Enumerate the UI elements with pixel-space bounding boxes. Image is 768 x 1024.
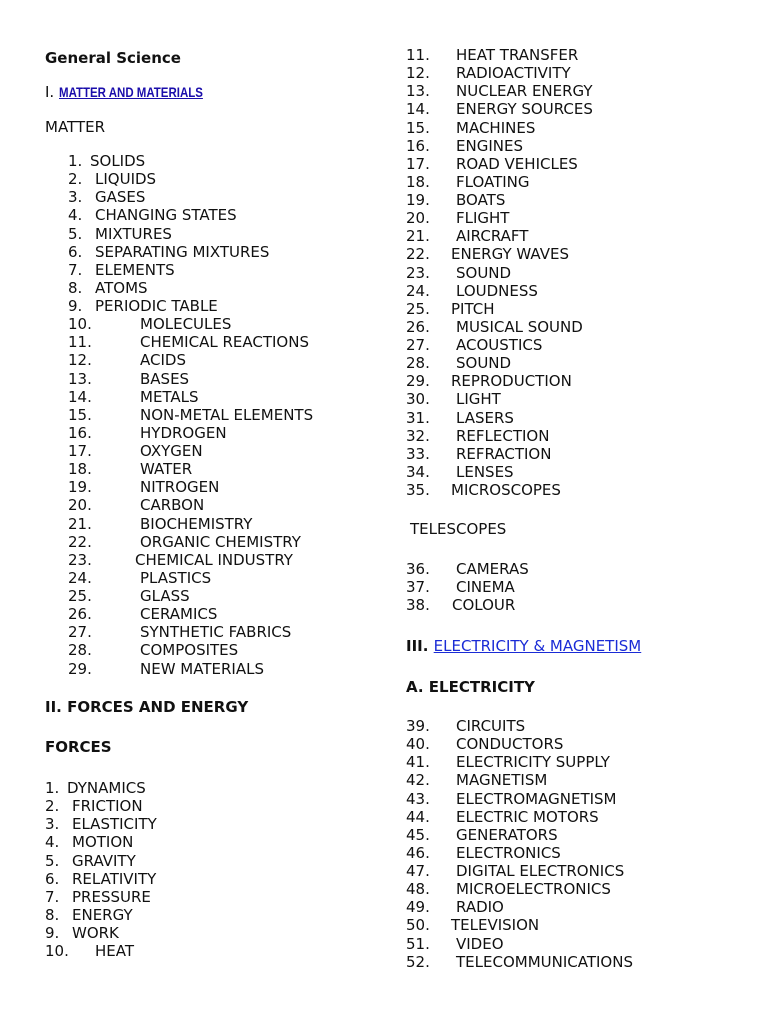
list-item-label: MAGNETISM <box>456 771 548 790</box>
list-item-label: CIRCUITS <box>456 717 526 735</box>
list-item-number: 36. <box>406 560 430 578</box>
list-item <box>68 351 388 369</box>
list-item-number: 22. <box>406 245 430 264</box>
list-item <box>68 243 388 261</box>
list-item-label: CHEMICAL INDUSTRY <box>135 550 293 569</box>
electricity-magnetism-link[interactable]: ELECTRICITY & MAGNETISM <box>433 637 642 655</box>
list-item-label: LIGHT <box>456 390 501 409</box>
section-2-heading: II. FORCES AND ENERGY <box>45 698 249 716</box>
list-item <box>68 605 388 623</box>
list-item-number: 19. <box>68 478 92 497</box>
list-item-label: ENERGY <box>72 905 133 924</box>
list-item-number: 4. <box>45 833 60 852</box>
list-item-number: 5. <box>68 224 83 243</box>
list-item-number: 23. <box>68 550 92 569</box>
list-item <box>68 660 388 678</box>
list-item-number: 6. <box>45 869 60 888</box>
list-item-number: 7. <box>45 887 60 906</box>
list-item <box>68 333 388 351</box>
list-item <box>68 370 388 388</box>
list-item-number: 9. <box>45 924 60 942</box>
list-item <box>406 596 746 614</box>
list-item-label: TELECOMMUNICATIONS <box>456 952 633 971</box>
list-item-number: 14. <box>68 387 92 406</box>
list-item-label: HYDROGEN <box>140 423 227 442</box>
list-item-label: ATOMS <box>95 278 148 297</box>
list-item <box>406 191 746 209</box>
list-item-label: FLIGHT <box>456 209 510 228</box>
list-item-label: ENGINES <box>456 136 523 155</box>
list-item <box>406 880 746 898</box>
list-item-label: MICROSCOPES <box>451 481 561 499</box>
list-item-number: 38. <box>406 596 430 615</box>
list-item <box>68 170 388 188</box>
list-item <box>45 815 345 833</box>
list-item-label: SYNTHETIC FABRICS <box>140 623 292 642</box>
list-item-label: GASES <box>95 188 146 207</box>
list-item-label: RADIO <box>456 898 504 917</box>
list-item <box>45 906 345 924</box>
list-item-label: FRICTION <box>72 797 143 816</box>
list-item <box>406 318 746 336</box>
list-item-number: 41. <box>406 753 430 772</box>
list-item-number: 52. <box>406 952 430 971</box>
list-item-number: 40. <box>406 735 430 754</box>
list-item <box>406 826 746 844</box>
list-item-number: 16. <box>406 136 430 155</box>
list-item-label: GLASS <box>140 587 190 605</box>
list-item-number: 11. <box>68 333 92 352</box>
list-item-number: 20. <box>406 209 430 228</box>
list-item-label: BOATS <box>456 191 506 209</box>
list-item-number: 21. <box>406 227 430 246</box>
list-item-label: METALS <box>140 387 199 406</box>
list-item-number: 1. <box>68 152 83 170</box>
list-item-label: MUSICAL SOUND <box>456 317 583 336</box>
matter-heading: MATTER <box>45 118 105 136</box>
list-item-label: PRESSURE <box>72 887 151 906</box>
list-item-label: LASERS <box>456 408 514 427</box>
list-item-number: 19. <box>406 191 430 209</box>
list-item-label: GENERATORS <box>456 825 558 844</box>
list-item-number: 42. <box>406 771 430 790</box>
list-item <box>406 354 746 372</box>
list-item-label: REFRACTION <box>456 444 552 463</box>
list-item-number: 1. <box>45 779 60 797</box>
list-item-label: BASES <box>140 369 190 388</box>
list-item-number: 4. <box>68 206 83 225</box>
list-item <box>406 282 746 300</box>
list-item-label: ACOUSTICS <box>456 336 543 354</box>
list-item <box>406 137 746 155</box>
list-item-number: 9. <box>68 297 83 315</box>
list-item-label: LOUDNESS <box>456 281 538 300</box>
list-item-number: 3. <box>45 815 60 834</box>
list-item-number: 34. <box>406 462 430 481</box>
list-item <box>68 206 388 224</box>
list-item-number: 31. <box>406 408 430 427</box>
list-item <box>406 916 746 934</box>
list-item-number: 45. <box>406 825 430 844</box>
list-item-label: CHANGING STATES <box>95 206 237 225</box>
list-item-number: 28. <box>406 354 430 373</box>
list-item-label: MOLECULES <box>140 315 232 334</box>
list-item <box>406 390 746 408</box>
list-item <box>406 264 746 282</box>
list-item-number: 3. <box>68 188 83 207</box>
list-item-label: AIRCRAFT <box>456 227 529 246</box>
list-item-label: HEAT TRANSFER <box>456 46 579 64</box>
list-item-number: 12. <box>406 64 430 83</box>
list-item-label: WATER <box>140 460 193 479</box>
list-item-label: ORGANIC CHEMISTRY <box>140 532 301 551</box>
section-3-prefix: III. <box>406 637 434 655</box>
list-item-label: SEPARATING MIXTURES <box>95 242 270 261</box>
list-item <box>406 209 746 227</box>
list-item <box>68 623 388 641</box>
list-item-label: CERAMICS <box>140 605 218 624</box>
list-item-label: PERIODIC TABLE <box>95 297 218 315</box>
list-item <box>68 551 388 569</box>
list-item-label: NUCLEAR ENERGY <box>456 82 593 101</box>
list-item-number: 24. <box>406 281 430 300</box>
list-item-label: CONDUCTORS <box>456 735 564 754</box>
section-1-heading <box>45 83 234 101</box>
list-item <box>68 297 388 315</box>
list-item <box>406 336 746 354</box>
list-item <box>406 100 746 118</box>
list-item-number: 26. <box>68 605 92 624</box>
list-item-number: 30. <box>406 390 430 409</box>
list-item <box>68 569 388 587</box>
list-item <box>406 409 746 427</box>
list-item <box>68 261 388 279</box>
list-item-number: 2. <box>45 797 60 816</box>
list-item <box>68 279 388 297</box>
list-item <box>68 225 388 243</box>
list-item-number: 16. <box>68 423 92 442</box>
list-item-number: 8. <box>45 905 60 924</box>
electricity-heading: A. ELECTRICITY <box>406 678 535 696</box>
list-item-number: 27. <box>406 336 430 354</box>
list-item-number: 50. <box>406 916 430 935</box>
list-item-label: CHEMICAL REACTIONS <box>140 333 309 352</box>
telescopes-item: TELESCOPES <box>410 520 507 538</box>
list-item-label: SOUND <box>456 263 512 282</box>
list-item <box>68 533 388 551</box>
list-item-number: 20. <box>68 496 92 515</box>
list-item-number: 35. <box>406 481 430 499</box>
list-item-label: REFLECTION <box>456 426 550 445</box>
list-item-label: PLASTICS <box>140 568 212 587</box>
list-item-label: REPRODUCTION <box>451 372 572 391</box>
list-item-number: 8. <box>68 278 83 297</box>
list-item-label: CARBON <box>140 496 205 515</box>
list-item <box>45 888 345 906</box>
section-3-heading <box>406 637 641 655</box>
list-item-label: ELASTICITY <box>72 815 157 834</box>
list-item <box>68 406 388 424</box>
list-item-label: ELECTRIC MOTORS <box>456 807 599 826</box>
list-item-number: 18. <box>406 172 430 191</box>
list-item <box>406 481 746 499</box>
list-item-number: 10. <box>68 315 92 334</box>
list-item-label: FLOATING <box>456 172 530 191</box>
list-item <box>406 372 746 390</box>
list-item-number: 26. <box>406 317 430 336</box>
list-item-number: 17. <box>406 154 430 173</box>
list-item-label: LIQUIDS <box>95 170 157 189</box>
list-item-label: SOLIDS <box>90 152 146 170</box>
list-item <box>406 245 746 263</box>
matter-list <box>68 152 388 678</box>
list-item-label: ENERGY WAVES <box>451 245 569 264</box>
list-item-label: ACIDS <box>140 351 186 370</box>
list-item <box>45 852 345 870</box>
list-item-label: WORK <box>72 924 119 942</box>
list-item-number: 29. <box>406 372 430 391</box>
list-item-number: 15. <box>68 405 92 424</box>
list-item-label: NITROGEN <box>140 478 220 497</box>
list-item <box>406 717 746 735</box>
list-item <box>406 735 746 753</box>
list-item <box>68 424 388 442</box>
list-item-label: ELECTRICITY SUPPLY <box>456 753 610 772</box>
list-item-number: 32. <box>406 426 430 445</box>
list-item <box>68 315 388 333</box>
list-item <box>68 388 388 406</box>
list-item-label: DYNAMICS <box>67 779 146 797</box>
list-item-number: 12. <box>68 351 92 370</box>
list-item-number: 14. <box>406 100 430 119</box>
list-item-number: 17. <box>68 442 92 460</box>
topics-list-b <box>406 560 746 614</box>
list-item-number: 47. <box>406 862 430 880</box>
list-item-label: ELEMENTS <box>95 260 175 279</box>
list-item <box>45 797 345 815</box>
list-item-number: 2. <box>68 170 83 189</box>
list-item <box>406 463 746 481</box>
list-item <box>406 82 746 100</box>
list-item-number: 51. <box>406 934 430 953</box>
list-item-label: RELATIVITY <box>72 869 157 888</box>
list-item <box>68 460 388 478</box>
matter-and-materials-link[interactable]: MATTER AND MATERIALS <box>58 84 203 100</box>
list-item-label: MOTION <box>72 833 134 852</box>
list-item-label: COLOUR <box>452 596 516 615</box>
list-item-label: PITCH <box>451 299 495 318</box>
forces-heading: FORCES <box>45 738 112 756</box>
list-item <box>68 478 388 496</box>
list-item <box>406 300 746 318</box>
list-item <box>406 578 746 596</box>
list-item-number: 15. <box>406 118 430 137</box>
list-item-number: 43. <box>406 789 430 808</box>
list-item <box>406 935 746 953</box>
list-item-number: 48. <box>406 880 430 899</box>
list-item <box>406 46 746 64</box>
topics-list-c <box>406 717 746 971</box>
list-item-number: 25. <box>68 587 92 605</box>
list-item-number: 11. <box>406 46 430 64</box>
list-item <box>45 870 345 888</box>
list-item-label: BIOCHEMISTRY <box>140 514 253 533</box>
list-item-number: 28. <box>68 641 92 660</box>
list-item-number: 10. <box>45 942 69 961</box>
list-item-number: 6. <box>68 242 83 261</box>
list-item-number: 39. <box>406 717 430 735</box>
list-item <box>406 753 746 771</box>
page-title: General Science <box>45 49 181 67</box>
list-item <box>406 808 746 826</box>
section-1-prefix: I. <box>45 83 59 101</box>
list-item-label: TELEVISION <box>451 916 540 935</box>
list-item-number: 27. <box>68 623 92 642</box>
list-item-label: OXYGEN <box>140 442 203 460</box>
list-item-label: COMPOSITES <box>140 641 239 660</box>
topics-list-a <box>406 46 746 499</box>
list-item-label: ENERGY SOURCES <box>456 100 593 119</box>
list-item <box>406 862 746 880</box>
list-item-label: GRAVITY <box>72 851 136 870</box>
list-item-label: NEW MATERIALS <box>140 659 264 678</box>
list-item-label: ELECTROMAGNETISM <box>456 789 617 808</box>
list-item-label: MIXTURES <box>95 224 172 243</box>
list-item <box>406 445 746 463</box>
list-item-number: 24. <box>68 568 92 587</box>
list-item-label: SOUND <box>456 354 512 373</box>
list-item-number: 23. <box>406 263 430 282</box>
list-item <box>68 442 388 460</box>
list-item-number: 22. <box>68 532 92 551</box>
list-item <box>68 641 388 659</box>
list-item-number: 5. <box>45 851 60 870</box>
list-item-number: 13. <box>406 82 430 101</box>
list-item <box>406 173 746 191</box>
list-item-label: HEAT <box>95 942 135 961</box>
list-item <box>45 924 345 942</box>
list-item <box>406 119 746 137</box>
list-item-label: CAMERAS <box>456 560 529 578</box>
list-item <box>68 188 388 206</box>
list-item-number: 46. <box>406 843 430 862</box>
list-item-number: 33. <box>406 444 430 463</box>
list-item <box>406 155 746 173</box>
list-item <box>406 844 746 862</box>
list-item-number: 49. <box>406 898 430 917</box>
list-item-number: 37. <box>406 578 430 597</box>
list-item <box>406 227 746 245</box>
list-item-label: CINEMA <box>456 578 515 597</box>
list-item-label: MACHINES <box>456 118 536 137</box>
list-item <box>406 560 746 578</box>
list-item-number: 21. <box>68 514 92 533</box>
list-item-number: 25. <box>406 299 430 318</box>
list-item-label: NON-METAL ELEMENTS <box>140 405 314 424</box>
list-item <box>45 833 345 851</box>
list-item <box>406 953 746 971</box>
list-item-label: DIGITAL ELECTRONICS <box>456 862 625 880</box>
list-item <box>68 587 388 605</box>
list-item <box>68 496 388 514</box>
list-item-number: 44. <box>406 807 430 826</box>
list-item-label: ELECTRONICS <box>456 843 561 862</box>
list-item-label: RADIOACTIVITY <box>456 64 571 83</box>
list-item <box>406 427 746 445</box>
list-item <box>406 64 746 82</box>
list-item-number: 29. <box>68 659 92 678</box>
list-item <box>406 790 746 808</box>
list-item <box>45 779 345 797</box>
list-item-number: 7. <box>68 260 83 279</box>
list-item-label: VIDEO <box>456 934 504 953</box>
list-item <box>68 152 388 170</box>
list-item-label: LENSES <box>456 462 514 481</box>
list-item-number: 13. <box>68 369 92 388</box>
list-item <box>406 898 746 916</box>
list-item <box>68 515 388 533</box>
forces-list <box>45 779 345 960</box>
list-item-label: ROAD VEHICLES <box>456 154 578 173</box>
list-item <box>45 942 345 960</box>
list-item-label: MICROELECTRONICS <box>456 880 611 899</box>
list-item-number: 18. <box>68 460 92 479</box>
list-item <box>406 771 746 789</box>
